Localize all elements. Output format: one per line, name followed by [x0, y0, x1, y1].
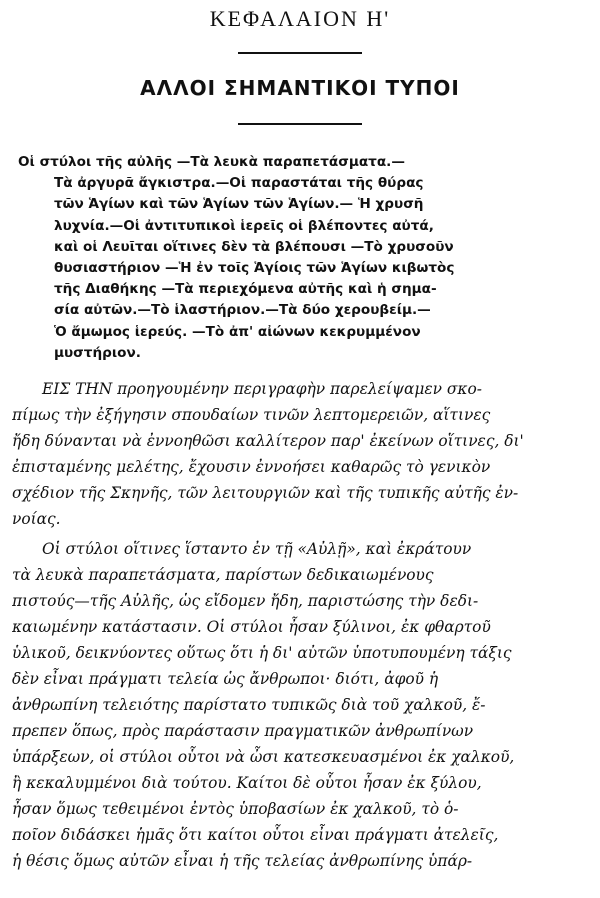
paragraph-line: ἢ κεκαλυμμένοι διὰ τούτου. Καίτοι δὲ οὗτοι ἦσαν ἐκ ξύλου,	[12, 774, 482, 792]
chapter-heading: ΚΕΦΑΛΑΙΟΝ Η'	[209, 6, 391, 31]
paragraph-line: ἡ θέσις ὅμως αὐτῶν εἶναι ἡ τῆς τελείας ἀνθρωπίνης ὑπάρ-	[12, 852, 473, 870]
summary-line: Ὁ ἄμωμος ἱερεύς. —Τὸ ἀπ' αἰώνων κεκρυμμένον	[54, 323, 421, 340]
paragraph-line: τὰ λευκὰ παραπετάσματα, παρίστων δεδικαιωμένους	[12, 566, 434, 584]
paragraph-line: ὑλικοῦ, δεικνύοντες οὕτως ὅτι ἡ δι' αὐτῶν ὑποτυπουμένη τάξις	[12, 644, 512, 662]
paragraph-line: ποῖον διδάσκει ἡμᾶς ὅτι καίτοι οὗτοι εἶναι πράγματι ἀτελεῖς,	[12, 826, 499, 844]
paragraph-line: δὲν εἶναι πράγματι τελεία ὡς ἄνθρωποι· διότι, ἀφοῦ ἡ	[12, 670, 439, 688]
summary-line: θυσιαστήριον —Ἡ ἐν τοῖς Ἁγίοις τῶν Ἁγίων κιβωτὸς	[54, 259, 455, 276]
top-divider	[238, 52, 362, 54]
summary-line: λυχνία.—Οἱ ἀντιτυπικοὶ ἱερεῖς οἱ βλέποντες αὐτά,	[54, 217, 434, 234]
paragraph-line: καιωμένην κατάστασιν. Οἱ στύλοι ἦσαν ξύλινοι, ἐκ φθαρτοῦ	[12, 618, 491, 636]
summary-line: τῆς Διαθήκης —Τὰ περιεχόμενα αὐτῆς καὶ ἡ σημα-	[54, 281, 437, 298]
bottom-divider	[238, 123, 362, 125]
summary-line: Οἱ στύλοι τῆς αὐλῆς —Τὰ λευκὰ παραπετάσματα.—	[18, 154, 405, 170]
paragraph-line: ἐπισταμένης μελέτης, ἔχουσιν ἐννοήσει καθαρῶς τὸ γενικὸν	[12, 458, 491, 476]
paragraph-1	[12, 376, 590, 532]
paragraph-line: πιστούς—τῆς Αὐλῆς, ὡς εἴδομεν ἤδη, παριστώσης τὴν δεδι-	[12, 592, 479, 610]
summary-line: Τὰ ἀργυρᾶ ἄγκιστρα.—Οἱ παραστάται τῆς θύρας	[54, 175, 424, 192]
paragraph-line: ἤδη δύνανται νὰ ἐννοηθῶσι καλλίτερον παρ' ἐκείνων οἵτινες, δι'	[12, 432, 524, 450]
summary-line: τῶν Ἁγίων καὶ τῶν Ἁγίων τῶν Ἁγίων.— Ἡ χρυσῆ	[54, 196, 424, 213]
paragraph-2	[12, 536, 590, 874]
summary-line: σία αὐτῶν.—Τὸ ἱλαστήριον.—Τὰ δύο χερουβείμ.—	[54, 302, 431, 319]
paragraph-line: νοίας.	[12, 510, 61, 528]
summary-line: καὶ οἱ Λευῖται οἵτινες δὲν τὰ βλέπουσι —Τὸ χρυσοῦν	[54, 238, 454, 255]
paragraph-line: Οἱ στύλοι οἵτινες ἵσταντο ἐν τῇ «Αὐλῇ», καὶ ἐκράτουν	[42, 540, 472, 558]
section-title: ΑΛΛΟΙ ΣΗΜΑΝΤΙΚΟΙ ΤΥΠΟΙ	[140, 76, 460, 100]
paragraph-line: πρεπεν ὅπως, πρὸς παράστασιν πραγματικῶν ἀνθρωπίνων	[12, 722, 474, 740]
paragraph-line: ἀνθρωπίνη τελειότης παρίστατο τυπικῶς διὰ τοῦ χαλκοῦ, ἔ-	[12, 696, 486, 714]
paragraph-line: σχέδιον τῆς Σκηνῆς, τῶν λειτουργιῶν καὶ τῆς τυπικῆς αὐτῆς ἐν-	[12, 484, 519, 502]
paragraph-line: ἦσαν ὅμως τεθειμένοι ἐντὸς ὑποβασίων ἐκ χαλκοῦ, τὸ ὁ-	[12, 800, 459, 818]
paragraph-line: πίμως τὴν ἐξήγησιν σπουδαίων τινῶν λεπτομερειῶν, αἵτινες	[12, 406, 491, 424]
paragraph-line: ὑπάρξεων, οἱ στύλοι οὗτοι νὰ ὦσι κατεσκευασμένοι ἐκ χαλκοῦ,	[12, 748, 515, 766]
summary-line: μυστήριον.	[54, 344, 141, 361]
paragraph-line: ΕΙΣ ΤΗΝ προηγουμένην περιγραφὴν παρελείψαμεν σκο-	[42, 380, 482, 398]
chapter-summary	[18, 152, 588, 364]
